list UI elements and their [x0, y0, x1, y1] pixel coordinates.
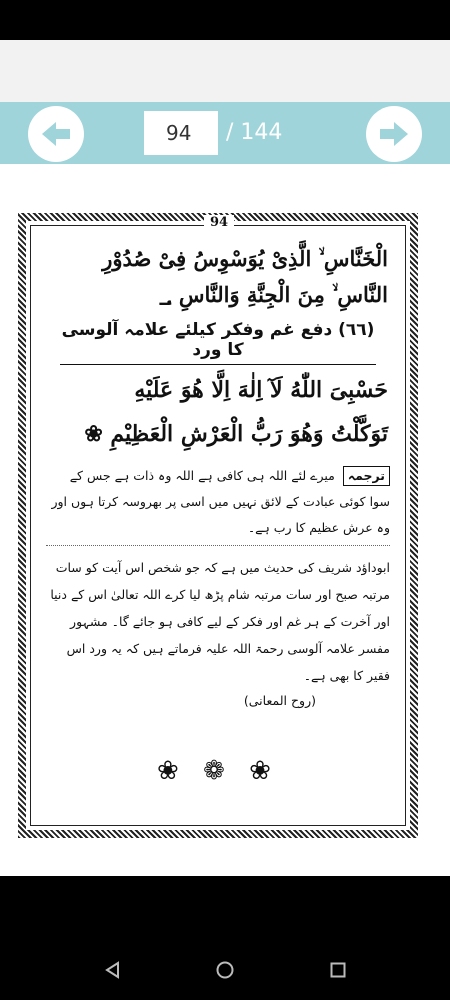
- page-navigation-bar: [0, 102, 450, 164]
- back-triangle-icon[interactable]: [103, 960, 123, 980]
- total-pages-label: / 144: [226, 120, 283, 145]
- translation-text: میرے لئے اللہ ہی کافی ہے اللہ وہ ذات ہے جس کے سوا کوئی عبادت کے لائق نہیں میں اسی پر بھروسہ کرتا ہوں اور وہ عرش عظیم کا رب ہے۔: [51, 468, 390, 535]
- book-page-number: 94: [204, 215, 234, 230]
- body-paragraph: ابوداؤد شریف کی حدیث میں ہے کہ جو شخص اس آیت کو سات مرتبہ صبح اور سات مرتبہ شام پڑھ لیا کرے اللہ تعالیٰ اس کے دنیا اور آخرت کے ہر غم اور فکر کے لیے کافی ہو جائے گا۔ مشہور مفسر علامہ آلوسی رحمۃ اللہ علیہ فرماتے ہیں کہ یہ ورد اس فقیر کا بھی ہے۔: [50, 560, 390, 683]
- dotted-divider: [46, 541, 390, 546]
- dua-line-1: حَسْبِیَ اللّٰهُ لَآ اِلٰهَ اِلَّا هُوَ عَلَیْهِ: [134, 377, 388, 403]
- system-navigation-bar: [0, 876, 450, 1000]
- status-bar: [0, 0, 450, 40]
- app-bar: [0, 40, 450, 102]
- section-heading: (٦٦) دفع غم وفکر کیلئے علامہ آلوسی کا ورد: [60, 319, 376, 365]
- previous-page-button[interactable]: [28, 106, 84, 162]
- arrow-left-icon: [38, 116, 74, 152]
- verse-line-2: النَّاسِ ۙ مِنَ الْجِنَّةِ وَالنَّاسِ ؀: [159, 282, 388, 307]
- next-page-button[interactable]: [366, 106, 422, 162]
- page-number-input[interactable]: [144, 111, 218, 155]
- verse-line-1: الْخَنَّاسِ ۙ الَّذِیْ یُوَسْوِسُ فِیْ صُدُوْرِ: [102, 246, 388, 271]
- arrow-right-icon: [376, 116, 412, 152]
- translation-label: ترجمہ: [343, 466, 390, 486]
- translation-paragraph: [40, 463, 396, 541]
- reference-citation: (روح المعانی): [243, 693, 316, 708]
- home-circle-icon[interactable]: [215, 960, 235, 980]
- flower-ornament: ❀ ❁ ❀: [157, 756, 279, 786]
- recents-square-icon[interactable]: [328, 960, 348, 980]
- page-content: [40, 241, 396, 821]
- book-page: [18, 213, 418, 838]
- dua-line-2: تَوَکَّلْتُ وَهُوَ رَبُّ الْعَرْشِ الْعَظِیْمِ ❀: [84, 421, 388, 447]
